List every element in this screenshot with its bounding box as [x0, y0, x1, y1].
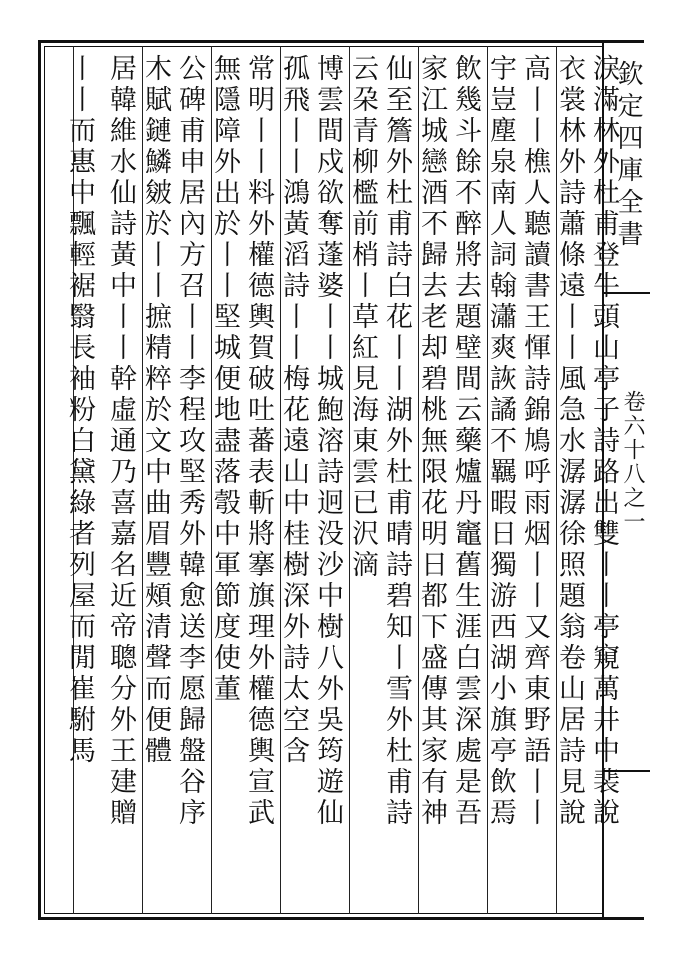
- text-column: 家江城戀酒不歸去老却碧桃無限花明日都下盛傳其家有神: [416, 54, 447, 829]
- juan-number: 卷六十八之一: [620, 390, 645, 534]
- text-column: 云朶青柳檻前梢丨草紅見海東雲已沢滴: [347, 54, 378, 581]
- text-column: 孤飛丨丨鴻黃滔詩丨丨梅花遠山中桂樹深外詩太空含: [278, 54, 309, 767]
- text-column: 高丨丨樵人聽讀書王惲詩錦鳩呼雨烟丨丨又齊東野語丨丨: [519, 54, 550, 829]
- text-column: 常明丨丨料外權德輿賀破吐蕃表斬將搴旗理外權德輿宣武: [243, 54, 274, 829]
- book-title: 欽定四庫全書: [613, 60, 643, 252]
- text-column: 飲幾斗餘不醉將去題壁間云藥爐丹竈舊生涯白雲深處是吾: [450, 54, 481, 829]
- text-column: 博雲間戍欲奪蓬婆丨丨城鮑溶詩迥没沙中樹八外吳筠遊仙: [312, 54, 343, 829]
- text-column: 公碑甫申居內方召丨丨李程攻堅秀外韓愈送李愿歸盤谷序: [174, 54, 205, 829]
- text-column: 無隱障外出於丨丨堅城便地盡落彀中軍節度使董: [209, 54, 240, 705]
- text-column: 丨丨而惠中飄輕裾翳長袖粉白黛綠者列屋而閒崔駙馬: [64, 54, 95, 767]
- text-column: 木賦鏈鱗皴於丨丨摭精粹於文中曲眉豐頰清聲而便體: [140, 54, 171, 767]
- text-column: 宇豈塵泉南人詞翰瀟爽詼譎不羈暇日獨游西湖小旗亭飲焉: [485, 54, 516, 829]
- text-column: 淚滿林外杜甫登牛頭山亭子詩路出雙丨丨亭窺萬井中裴說: [588, 54, 619, 829]
- text-column: 居韓維水仙詩黃中丨丨幹虛通乃喜嘉名近帝聰分外王建贈: [105, 54, 136, 829]
- text-column: 仙至簷外杜甫詩白花丨丨湖外杜甫晴詩碧知丨雪外杜甫詩: [381, 54, 412, 829]
- text-column: 衣裳林外詩蕭條遠丨丨風急水潺潺徐照題翁卷山居詩見說: [554, 54, 585, 829]
